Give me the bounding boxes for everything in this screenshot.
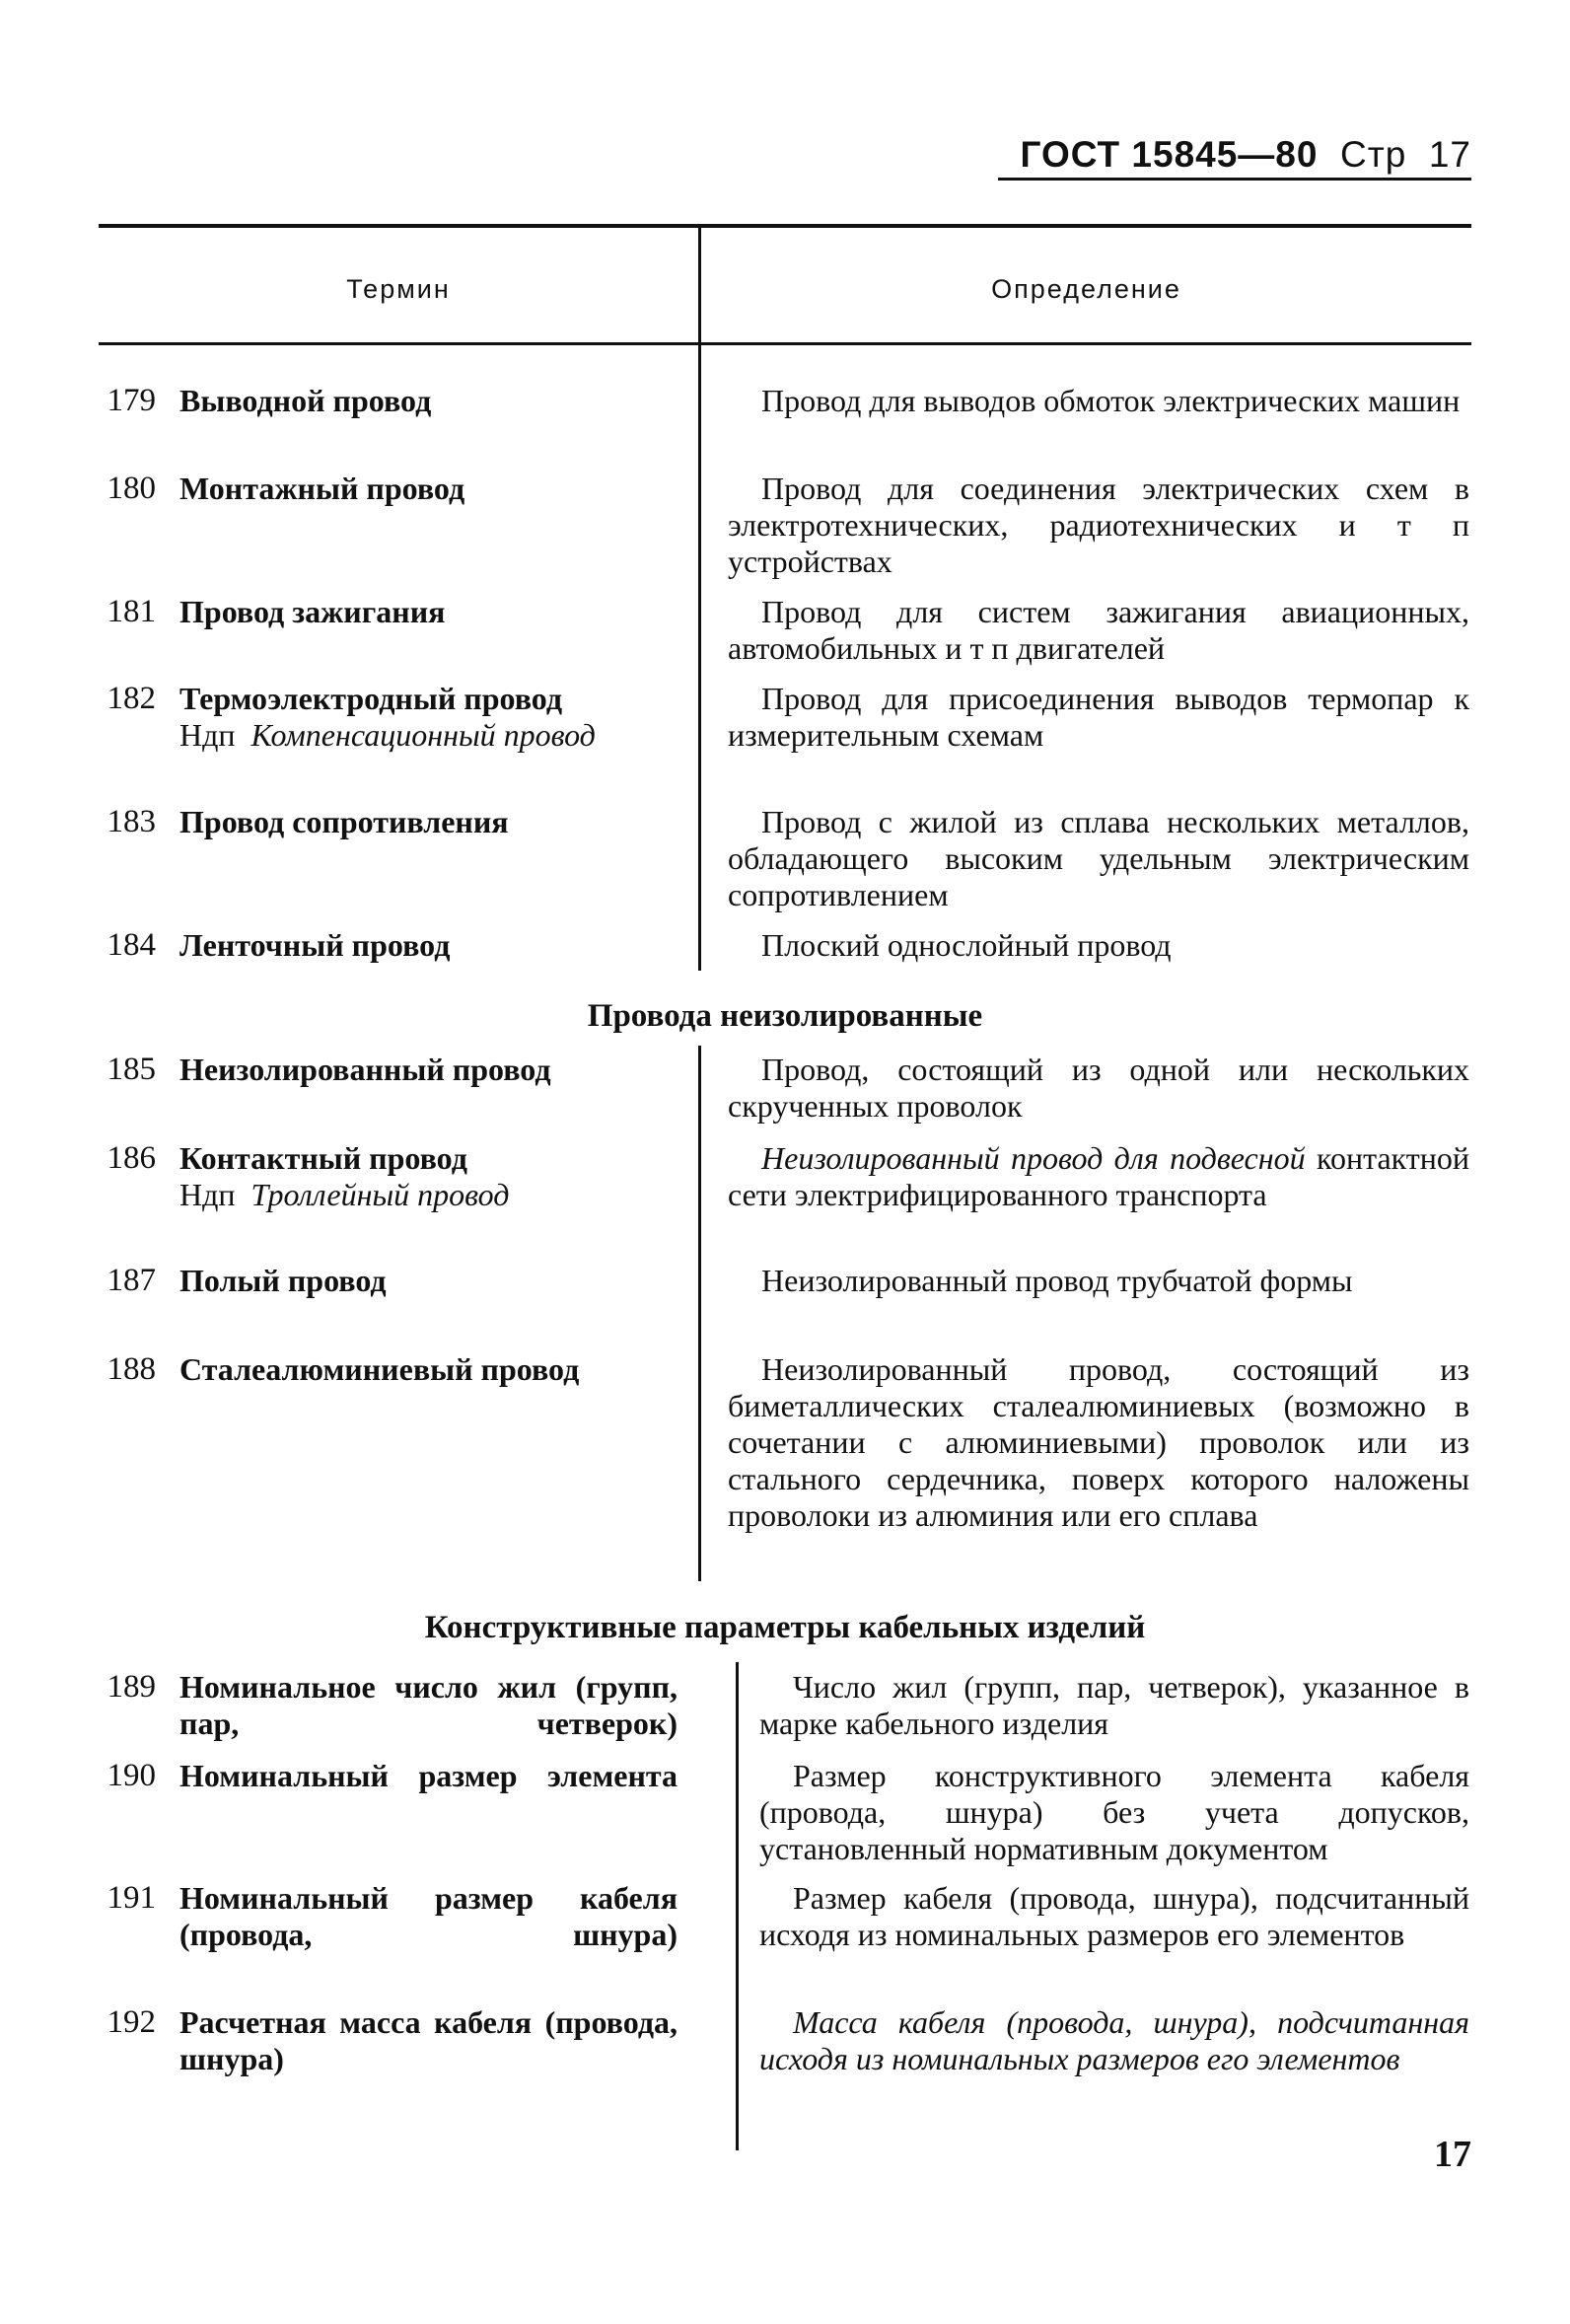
term-name (179, 1669, 678, 1742)
term-definition (728, 681, 1469, 754)
term-number: 188 (107, 1351, 156, 1387)
term-name: Выводной провод (179, 383, 432, 418)
definition-text: Масса кабеля (провода, шнура), подсчитанная исходя из номинальных размеров его элементов (759, 2004, 1469, 2076)
definition-text: Неизолированный провод, состоящий из биметаллических сталеалюминиевых (возможно в сочетании с алюминиевыми) проволок или из стального сердечника, поверх которого наложены проволоки из алюминия или его сплава (728, 1351, 1469, 1533)
term-definition (728, 1263, 1469, 1299)
term-name (179, 681, 678, 754)
definition-text: Провод, состоящий из одной или нескольких скрученных проволок (728, 1052, 1469, 1124)
table-top-rule (99, 224, 1471, 228)
column-header-definition: Определение (991, 274, 1181, 304)
term-text: Номинальный размер кабеля (провода, шнура) (179, 1880, 678, 1952)
term-name (179, 1758, 678, 1794)
term-number: 180 (107, 471, 156, 506)
running-header (1020, 134, 1471, 176)
term-definition (728, 927, 1469, 964)
column-header-term: Термин (346, 274, 451, 304)
deprecated-term-text: Компенсационный провод (250, 717, 596, 753)
term-text: Номинальное число жил (групп, пар, четверок) (179, 1669, 678, 1741)
column-divider (698, 1046, 701, 1581)
term-main: Термоэлектродный провод (179, 681, 563, 716)
term-definition (759, 1758, 1469, 1867)
term-name: Монтажный провод (179, 471, 465, 506)
term-number: 192 (107, 2004, 156, 2040)
term-definition (759, 2004, 1469, 2077)
definition-text: Провод для систем зажигания авиационных, автомобильных и т п двигателей (728, 594, 1469, 666)
deprecated-term-text: Троллейный провод (250, 1177, 510, 1212)
term-name (179, 1880, 678, 1953)
term-number: 186 (107, 1140, 156, 1176)
term-number: 190 (107, 1758, 156, 1793)
standard-id: ГОСТ 15845—80 (1020, 134, 1319, 175)
term-definition (728, 471, 1469, 580)
header-divider (698, 228, 701, 345)
deprecated-prefix: Ндп (179, 1177, 236, 1212)
definition-italic: Неизолированный провод для подвесной (761, 1140, 1306, 1176)
term-name: Провод сопротивления (179, 804, 509, 839)
definition-text: Неизолированный провод трубчатой формы (761, 1263, 1353, 1298)
deprecated-prefix: Ндп (179, 717, 236, 753)
term-name: Сталеалюминиевый провод (179, 1351, 580, 1387)
definition-text: Размер конструктивного элемента кабеля (провода, шнура) без учета допусков, установленный нормативным документом (759, 1758, 1469, 1866)
term-name (179, 1140, 678, 1213)
term-number: 185 (107, 1052, 156, 1087)
term-number: 189 (107, 1669, 156, 1705)
term-definition (728, 804, 1469, 913)
section-heading: Конструктивные параметры кабельных изделий (424, 1610, 1146, 1645)
term-number: 182 (107, 681, 156, 716)
term-definition (728, 1140, 1469, 1213)
table-head-rule (99, 342, 1471, 345)
term-definition (728, 1351, 1469, 1534)
term-text: Номинальный размер элемента (179, 1758, 678, 1793)
deprecated-term (179, 717, 678, 754)
term-number: 187 (107, 1263, 156, 1298)
term-name: Провод зажигания (179, 594, 446, 629)
term-number: 184 (107, 927, 156, 963)
definition-text: Размер кабеля (провода, шнура), подсчитанный исходя из номинальных размеров его элементов (759, 1880, 1469, 1952)
definition-text: Провод для соединения электрических схем в электротехнических, радиотехнических и т п устройствах (728, 471, 1469, 579)
header-rule (998, 178, 1471, 181)
header-page-number: 17 (1428, 134, 1471, 175)
definition-text: Провод для присоединения выводов термопар к измерительным схемам (728, 681, 1469, 753)
column-divider (736, 1662, 739, 2150)
footer-page-number: 17 (1434, 2134, 1471, 2175)
definition-text: Провод с жилой из сплава нескольких металлов, обладающего высоким удельным электрическим сопротивлением (728, 804, 1469, 912)
page-label: Стр (1340, 134, 1407, 175)
term-definition (728, 594, 1469, 667)
term-number: 181 (107, 594, 156, 629)
term-number: 191 (107, 1880, 156, 1916)
term-main: Контактный провод (179, 1140, 467, 1176)
section-heading: Провода неизолированные (587, 998, 983, 1034)
term-name (179, 2004, 678, 2077)
term-definition (728, 383, 1469, 419)
definition-text: Провод для выводов обмоток электрических машин (761, 383, 1461, 418)
definition-text: контактной сети электрифицированного транспорта (728, 1140, 1469, 1212)
deprecated-term (179, 1177, 678, 1213)
term-name: Неизолированный провод (179, 1052, 551, 1087)
term-number: 179 (107, 383, 156, 418)
term-name: Полый провод (179, 1263, 387, 1298)
term-definition (759, 1669, 1469, 1742)
term-number: 183 (107, 804, 156, 839)
term-definition (728, 1052, 1469, 1125)
definition-text: Плоский однослойный провод (761, 927, 1172, 963)
term-name: Ленточный провод (179, 927, 451, 963)
column-divider (698, 345, 701, 971)
definition-text: Число жил (групп, пар, четверок), указанное в марке кабельного изделия (759, 1669, 1469, 1741)
term-text: Расчетная масса кабеля (провода, шнура) (179, 2004, 678, 2076)
term-definition (759, 1880, 1469, 1953)
